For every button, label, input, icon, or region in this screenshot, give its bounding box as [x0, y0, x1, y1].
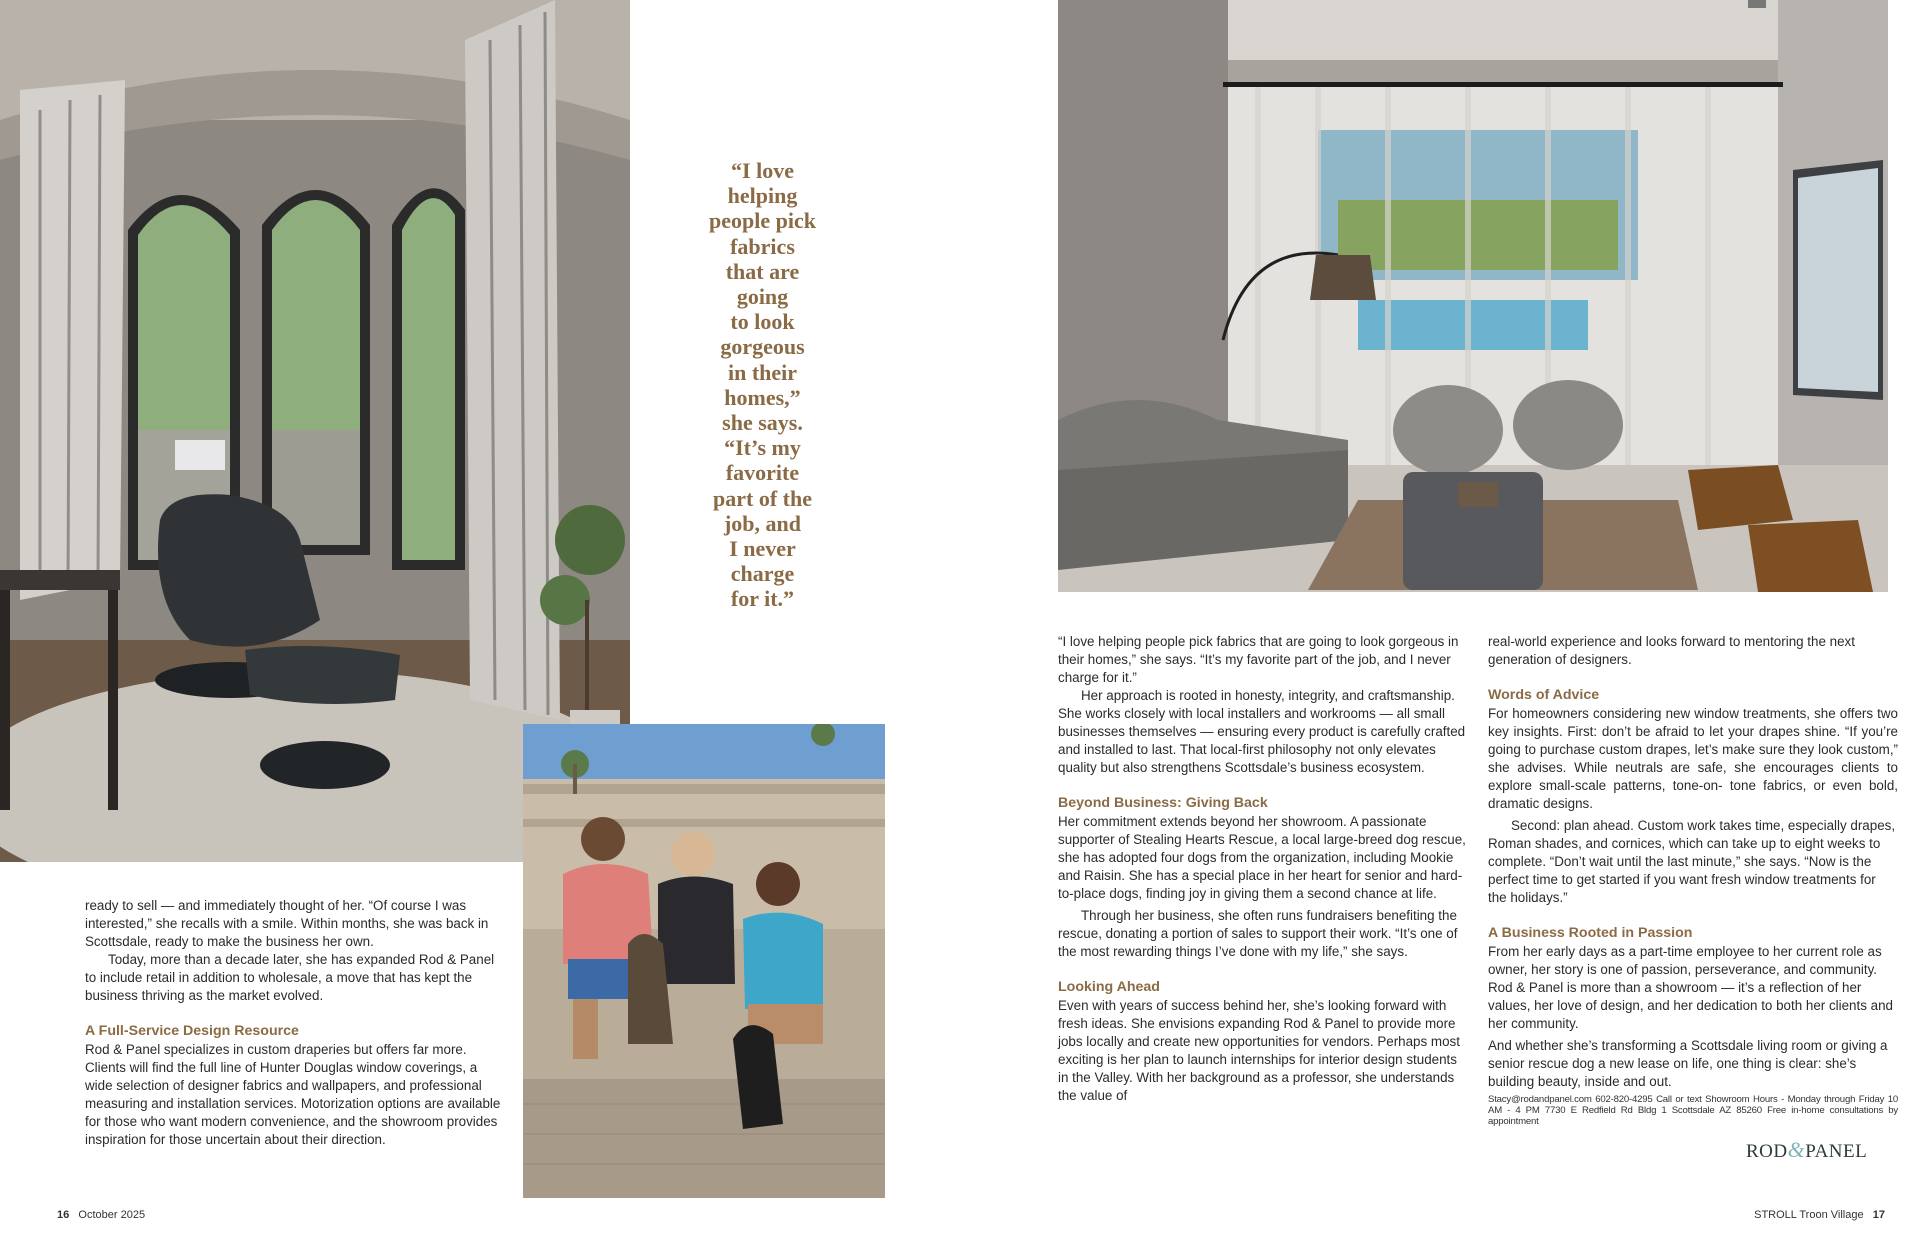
paragraph: And whether she’s transforming a Scottsdale living room or giving a senior rescue dog a new lease on life, one thing is clear: she’s building beauty, inside and out.	[1488, 1038, 1888, 1089]
paragraph: Her approach is rooted in honesty, integrity, and craftsmanship. She works closely with local installers and workrooms — all small businesses themselves — ensuring every product is carefully crafted and installed to last. That local-first philosophy not only elevates quality but also strengthens Scottsdale’s business ecosystem.	[1058, 688, 1466, 775]
issue-date: October 2025	[78, 1209, 146, 1221]
right-column	[1488, 633, 1898, 1128]
middle-column	[1058, 633, 1468, 1105]
section-heading: A Full-Service Design Resource	[85, 1023, 299, 1039]
photo-living-room-sheers	[1058, 0, 1888, 592]
paragraph: From her early days as a part-time employee to her current role as owner, her story is one of passion, perseverance, and community. Rod & Panel is more than a showroom — it’s a reflection of her values, her love of design, and her dedication to both her clients and her community.	[1488, 944, 1893, 1031]
logo-text: ROD	[1746, 1141, 1788, 1162]
section-heading: Words of Advice	[1488, 687, 1600, 703]
paragraph: Second: plan ahead. Custom work takes time, especially drapes, Roman shades, and cornices, which can take up to eight weeks to complete. “Don’t wait until the last minute,” she says. “Now is the perfect time to get started if you want fresh window treatments for the holidays.”	[1488, 818, 1896, 905]
paragraph: real-world experience and looks forward to mentoring the next generation of designers.	[1488, 634, 1855, 667]
photo-family-with-dogs	[523, 724, 885, 1198]
pull-quote: “I love helping people pick fabrics that are going to look gorgeous in their homes,” she says. “It’s my favorite part of the job, and I never charge for it.”	[709, 158, 816, 612]
page-number: 16	[57, 1209, 70, 1221]
folio-right	[1754, 1209, 1885, 1221]
section-heading: Looking Ahead	[1058, 979, 1160, 995]
section-heading: A Business Rooted in Passion	[1488, 925, 1693, 941]
paragraph: ready to sell — and immediately thought of her. “Of course I was interested,” she recalls with a smile. Within months, she was back in Scottsdale, ready to make the business her own.	[85, 898, 489, 949]
logo-ampersand: &	[1787, 1137, 1806, 1162]
paragraph: “I love helping people pick fabrics that are going to look gorgeous in their homes,” she says. “It’s my favorite part of the job, and I never charge for it.”	[1058, 634, 1459, 685]
publication-name: STROLL Troon Village	[1754, 1209, 1864, 1221]
paragraph: For homeowners considering new window treatments, she offers two key insights. First: don’t be afraid to let your drapes shine. “If you’re going to purchase custom drapes, let’s make sure they look custom,” she advises. While neutrals are safe, she encourages clients to explore small-scale patterns, tone-on- tone fabrics, or even bold, dramatic designs.	[1488, 706, 1898, 811]
paragraph: Her commitment extends beyond her showroom. A passionate supporter of Stealing Hearts Rescue, a local large-breed dog rescue, she has adopted four dogs from the organization, including Mookie and Raisin. She has a special place in her heart for senior and hard-to-place dogs, finding joy in giving them a second chance at life.	[1058, 814, 1466, 901]
paragraph: Through her business, she often runs fundraisers benefiting the rescue, donating a portion of sales to support their work. “It’s one of the most rewarding things I’ve done with my life,” she says.	[1058, 908, 1458, 959]
rod-and-panel-logo	[1746, 1137, 1896, 1163]
page-number: 17	[1872, 1209, 1885, 1221]
paragraph: Rod & Panel specializes in custom draperies but offers far more. Clients will find the full line of Hunter Douglas window coverings, a wide selection of designer fabrics and wallpapers, and professional measuring and installation services. Motorization options are available for those who want modern convenience, and the showroom provides inspiration for those uncertain about their direction.	[85, 1042, 501, 1147]
paragraph: Today, more than a decade later, she has expanded Rod & Panel to include retail in addition to wholesale, a move that has kept the business thriving as the market evolved.	[85, 952, 495, 1003]
logo-text: PANEL	[1805, 1141, 1868, 1162]
left-column	[85, 897, 505, 1149]
folio-left	[57, 1209, 145, 1221]
contact-info: Stacy@rodandpanel.com 602-820-4295 Call or text Showroom Hours - Monday through Friday 10 AM - 4 PM 7730 E Redfield Rd Bldg 1 Scottsdale AZ 85260 Free in-home consultations by appointment	[1488, 1094, 1898, 1128]
paragraph: Even with years of success behind her, she’s looking forward with fresh ideas. She envisions expanding Rod & Panel to provide more jobs locally and create new opportunities for vendors. Perhaps most exciting is her plan to launch internships for interior design students in the Valley. With her background as a professor, she understands the value of	[1058, 998, 1460, 1103]
section-heading: Beyond Business: Giving Back	[1058, 795, 1268, 811]
